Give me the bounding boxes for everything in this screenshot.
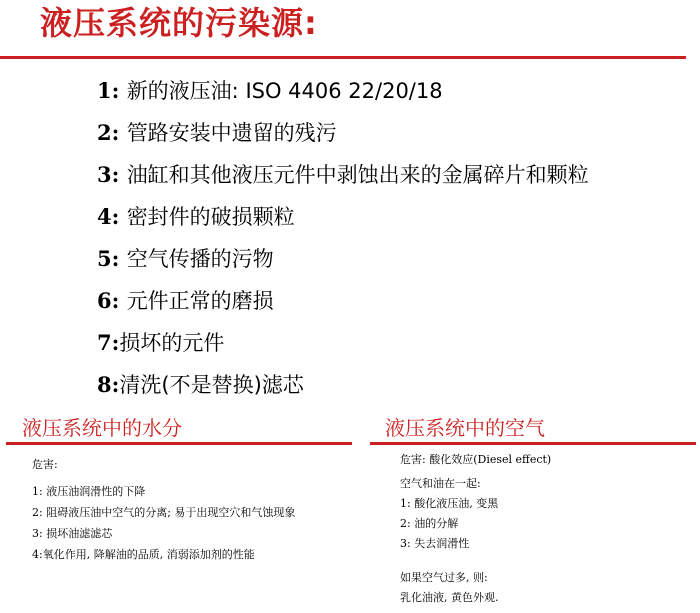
list-item: 2: 管路安装中遗留的残污 — [97, 120, 337, 145]
list-item: 1: 液压油润滑性的下降 — [32, 485, 146, 498]
list-item: 乳化油液, 黄色外观. — [400, 591, 499, 604]
list-item: 如果空气过多, 则: — [400, 571, 488, 584]
list-item: 3: 油缸和其他液压元件中剥蚀出来的金属碎片和颗粒 — [97, 162, 589, 187]
list-item: 8:清洗(不是替换)滤芯 — [97, 372, 304, 397]
list-item: 3: 失去润滑性 — [400, 537, 470, 550]
water-hazards-list — [32, 454, 295, 565]
list-item: 危害: 酸化效应(Diesel effect) — [400, 453, 552, 466]
list-item: 1: 酸化液压油, 变黑 — [400, 497, 499, 510]
list-item: 6: 元件正常的磨损 — [97, 288, 274, 313]
page-title: 液压系统的污染源: — [40, 4, 318, 42]
air-hazards-list — [400, 450, 551, 608]
air-section-title: 液压系统中的空气 — [385, 416, 545, 440]
list-item: 2: 油的分解 — [400, 517, 459, 530]
list-item: 4: 密封件的破损颗粒 — [97, 204, 295, 229]
contamination-source-list — [97, 70, 589, 406]
list-item: 4:氧化作用, 降解油的品质, 消弱添加剂的性能 — [32, 548, 255, 561]
list-item: 7:损坏的元件 — [97, 330, 225, 355]
water-section-divider — [6, 442, 352, 445]
air-section-divider — [370, 442, 696, 445]
list-item: 1: 新的液压油: ISO 4406 22/20/18 — [97, 78, 443, 103]
list-item: 空气和油在一起: — [400, 477, 481, 490]
title-divider — [0, 56, 686, 59]
list-item: 危害: — [32, 458, 58, 471]
water-section-title: 液压系统中的水分 — [22, 416, 182, 440]
list-item: 3: 损坏油滤滤芯 — [32, 527, 113, 540]
list-item: 5: 空气传播的污物 — [97, 246, 274, 271]
list-item: 2: 阻碍液压油中空气的分离; 易于出现空穴和气蚀现象 — [32, 506, 296, 519]
list-item — [400, 554, 551, 568]
